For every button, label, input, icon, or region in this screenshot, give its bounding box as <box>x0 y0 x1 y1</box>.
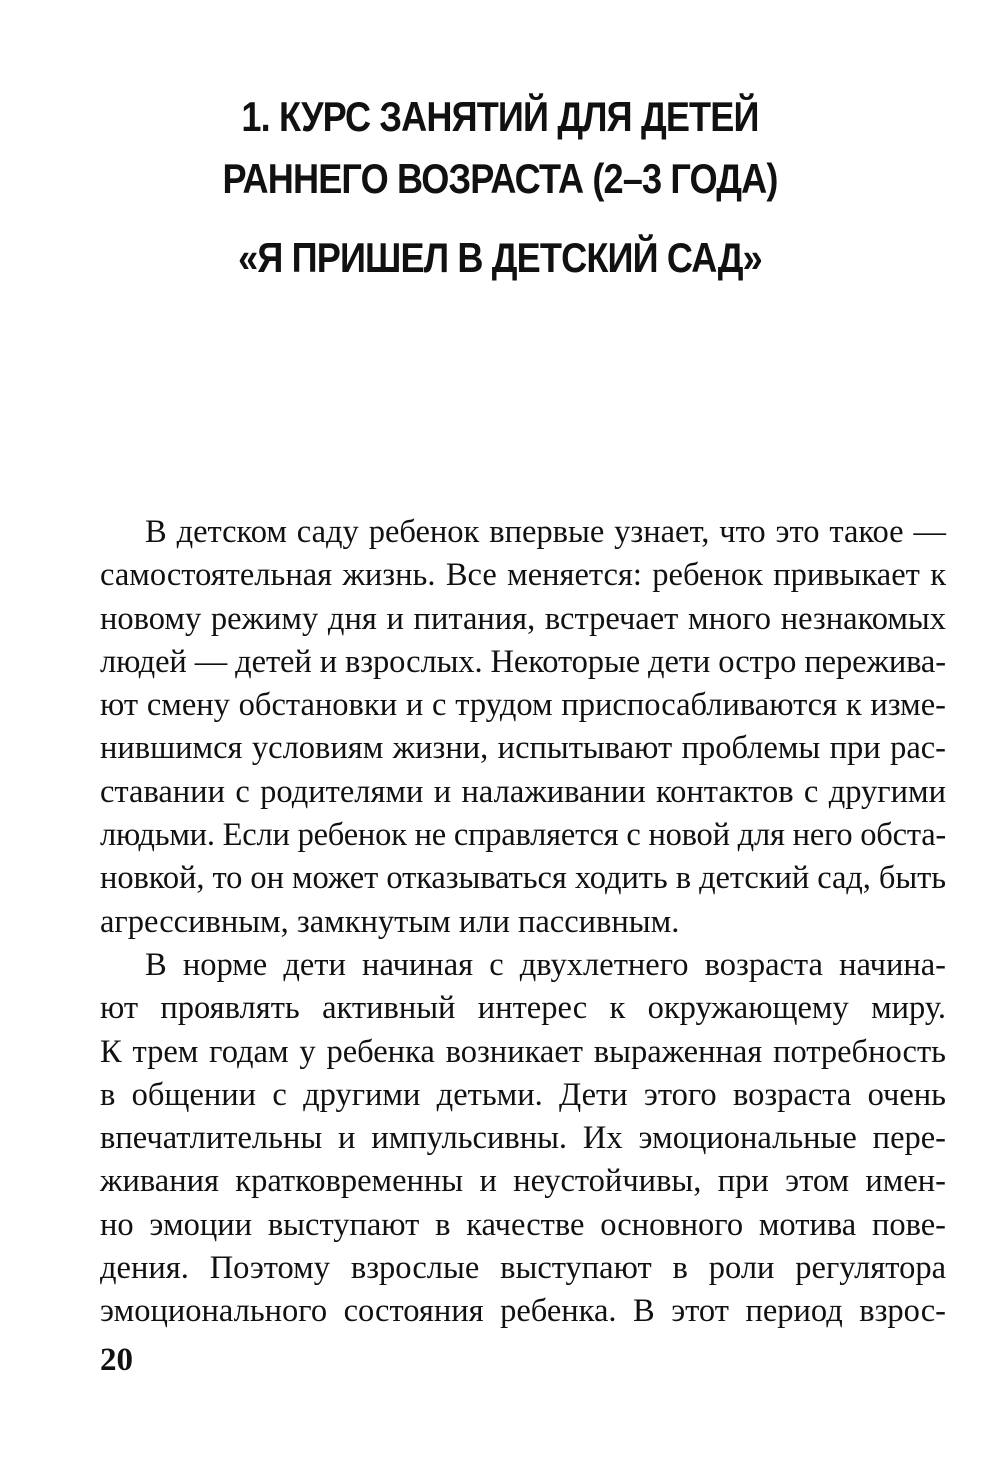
text-line: самостоятельная жизнь. Все меняется: ребенок привыкает к <box>100 557 946 594</box>
text-line: новкой, то он может отказываться ходить в детский сад, быть <box>100 860 946 897</box>
paragraph-1 <box>100 511 946 944</box>
text-line: живания кратковременны и неустойчивы, при этом имен- <box>100 1163 946 1200</box>
text-line: ют смену обстановки и с трудом приспосабливаются к изме- <box>100 687 946 724</box>
text-line: К трем годам у ребенка возникает выраженная потребность <box>100 1033 946 1070</box>
text-line: впечатлительны и импульсивны. Их эмоциональные пере- <box>100 1120 946 1157</box>
text-line: В норме дети начиная с двухлетнего возраста начина- <box>145 946 946 983</box>
text-line: В детском саду ребенок впервые узнает, что это такое — <box>145 514 946 550</box>
chapter-title <box>122 86 879 210</box>
paragraph-2 <box>100 944 946 1334</box>
text-line: ставании с родителями и налаживании контактов с другими <box>100 773 946 810</box>
text-line: нившимся условиям жизни, испытывают проблемы при рас- <box>100 730 946 767</box>
text-line: дения. Поэтому взрослые выступают в роли регулятора <box>100 1250 946 1287</box>
chapter-title-line-2: РАННЕГО ВОЗРАСТА (2–3 ГОДА) <box>222 155 778 202</box>
text-line: ют проявлять активный интерес к окружающему миру. <box>100 990 946 1027</box>
body-text <box>100 511 946 1334</box>
page-number: 20 <box>100 1342 133 1378</box>
text-line: эмоционального состояния ребенка. В этот период взрос- <box>100 1293 946 1330</box>
text-line: в общении с другими детьми. Дети этого возраста очень <box>100 1076 946 1113</box>
text-line: новому режиму дня и питания, встречает много незнакомых <box>100 600 946 637</box>
text-line: но эмоции выступают в качестве основного мотива пове- <box>100 1206 946 1243</box>
text-line: людьми. Если ребенок не справляется с новой для него обста- <box>100 817 946 854</box>
chapter-subtitle: «Я ПРИШЕЛ В ДЕТСКИЙ САД» <box>238 234 762 281</box>
text-line: агрессивным, замкнутым или пассивным. <box>100 903 680 940</box>
text-line: людей — детей и взрослых. Некоторые дети остро пережива- <box>100 643 946 680</box>
chapter-title-line-1: 1. КУРС ЗАНЯТИЙ ДЛЯ ДЕТЕЙ <box>241 93 759 140</box>
